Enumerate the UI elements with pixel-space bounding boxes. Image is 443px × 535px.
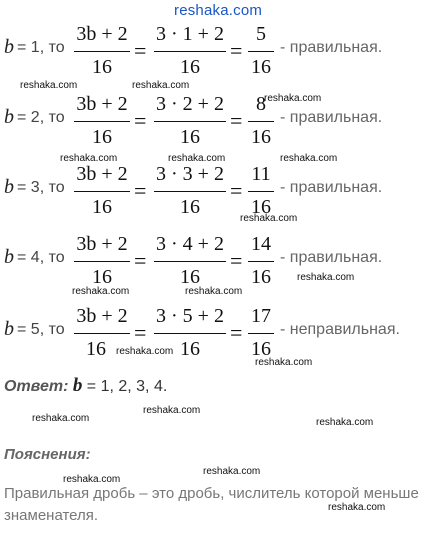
fraction-bar — [154, 191, 226, 192]
equals-sign: = — [230, 248, 243, 273]
fraction-3-denominator: 16 — [251, 126, 271, 148]
explanation-text: Правильная дробь – это дробь, числитель которой меньше знаменателя. — [4, 485, 419, 524]
fraction-1-numerator: 3b + 2 — [76, 305, 128, 327]
fraction-3-numerator: 5 — [256, 23, 266, 45]
equals-sign: = — [134, 178, 147, 203]
fraction-bar — [74, 121, 130, 122]
fraction-bar — [154, 51, 226, 52]
fraction-3-denominator: 16 — [251, 266, 271, 288]
fraction-3-denominator: 16 — [251, 338, 271, 360]
watermark: reshaka.com — [60, 153, 118, 164]
fraction-bar — [74, 333, 130, 334]
watermark: reshaka.com — [280, 153, 338, 164]
case-lead: = 5, то — [17, 321, 65, 338]
equals-sign: = — [230, 108, 243, 133]
watermark: reshaka.com — [264, 93, 322, 104]
fraction-2-numerator: 3 · 5 + 2 — [156, 305, 224, 327]
equals-sign: = — [230, 320, 243, 345]
fraction-1-numerator: 3b + 2 — [76, 163, 128, 185]
fraction-2-denominator: 16 — [180, 338, 200, 360]
fraction-bar — [248, 261, 274, 262]
fraction-2-numerator: 3 · 3 + 2 — [156, 163, 224, 185]
fraction-1-numerator: 3b + 2 — [76, 233, 128, 255]
fraction-bar — [154, 261, 226, 262]
fraction-bar — [154, 121, 226, 122]
equals-sign: = — [134, 320, 147, 345]
fraction-2-denominator: 16 — [180, 266, 200, 288]
fraction-1-denominator: 16 — [92, 196, 112, 218]
fraction-2-denominator: 16 — [180, 56, 200, 78]
fraction-3-numerator: 17 — [251, 305, 271, 327]
watermark: reshaka.com — [316, 417, 374, 428]
case-result-label: - правильная. — [280, 179, 383, 196]
case-result-label: - неправильная. — [280, 321, 400, 338]
case-lead: = 1, то — [17, 39, 65, 56]
case-result-label: - правильная. — [280, 39, 383, 56]
watermark: reshaka.com — [32, 413, 90, 424]
fraction-1-numerator: 3b + 2 — [76, 93, 128, 115]
variable-b: b — [4, 36, 14, 58]
equals-sign: = — [134, 38, 147, 63]
fraction-1-denominator: 16 — [92, 56, 112, 78]
watermark: reshaka.com — [203, 466, 261, 477]
answer-word: Ответ: — [4, 378, 69, 395]
case-row-5 — [0, 302, 443, 376]
fraction-bar — [74, 51, 130, 52]
fraction-bar — [248, 333, 274, 334]
fraction-3-denominator: 16 — [251, 56, 271, 78]
watermark: reshaka.com — [328, 502, 386, 513]
fraction-1-denominator: 16 — [92, 126, 112, 148]
case-lead: = 2, то — [17, 109, 65, 126]
case-lead: = 4, то — [17, 249, 65, 266]
answer-variable: b — [72, 375, 83, 396]
fraction-1-denominator: 16 — [92, 266, 112, 288]
equals-sign: = — [230, 178, 243, 203]
watermark: reshaka.com — [185, 286, 243, 297]
fraction-3-denominator: 16 — [251, 196, 271, 218]
fraction-bar — [154, 333, 226, 334]
watermark: reshaka.com — [20, 80, 78, 91]
fraction-1-numerator: 3b + 2 — [76, 23, 128, 45]
fraction-2-numerator: 3 · 4 + 2 — [156, 233, 224, 255]
answer-line — [4, 375, 167, 397]
fraction-2-denominator: 16 — [180, 126, 200, 148]
watermark: reshaka.com — [255, 357, 313, 368]
watermark: reshaka.com — [116, 346, 174, 357]
explanation-heading: Пояснения: — [4, 446, 91, 463]
answer-values: = 1, 2, 3, 4. — [82, 378, 168, 395]
fraction-2-denominator: 16 — [180, 196, 200, 218]
variable-b: b — [4, 246, 14, 268]
fraction-bar — [248, 191, 274, 192]
watermark: reshaka.com — [168, 153, 226, 164]
equals-sign: = — [134, 248, 147, 273]
fraction-2-numerator: 3 · 1 + 2 — [156, 23, 224, 45]
watermark: reshaka.com — [297, 272, 355, 283]
fraction-bar — [248, 121, 274, 122]
watermark: reshaka.com — [72, 286, 130, 297]
fraction-1-denominator: 16 — [86, 338, 106, 360]
fraction-3-numerator: 8 — [256, 93, 266, 115]
variable-b: b — [4, 318, 14, 340]
fraction-bar — [74, 261, 130, 262]
watermark: reshaka.com — [132, 80, 190, 91]
fraction-3-numerator: 14 — [251, 233, 271, 255]
fraction-2-numerator: 3 · 2 + 2 — [156, 93, 224, 115]
fraction-bar — [248, 51, 274, 52]
case-result-label: - правильная. — [280, 109, 383, 126]
watermark: reshaka.com — [143, 405, 201, 416]
case-lead: = 3, то — [17, 179, 65, 196]
case-result-label: - правильная. — [280, 249, 383, 266]
watermark: reshaka.com — [240, 213, 298, 224]
variable-b: b — [4, 106, 14, 128]
equals-sign: = — [134, 108, 147, 133]
watermark: reshaka.com — [63, 474, 121, 485]
watermark-top: reshaka.com — [174, 2, 263, 19]
fraction-3-numerator: 11 — [251, 163, 271, 185]
equals-sign: = — [230, 38, 243, 63]
fraction-bar — [74, 191, 130, 192]
case-row-3 — [0, 160, 443, 234]
variable-b: b — [4, 176, 14, 198]
